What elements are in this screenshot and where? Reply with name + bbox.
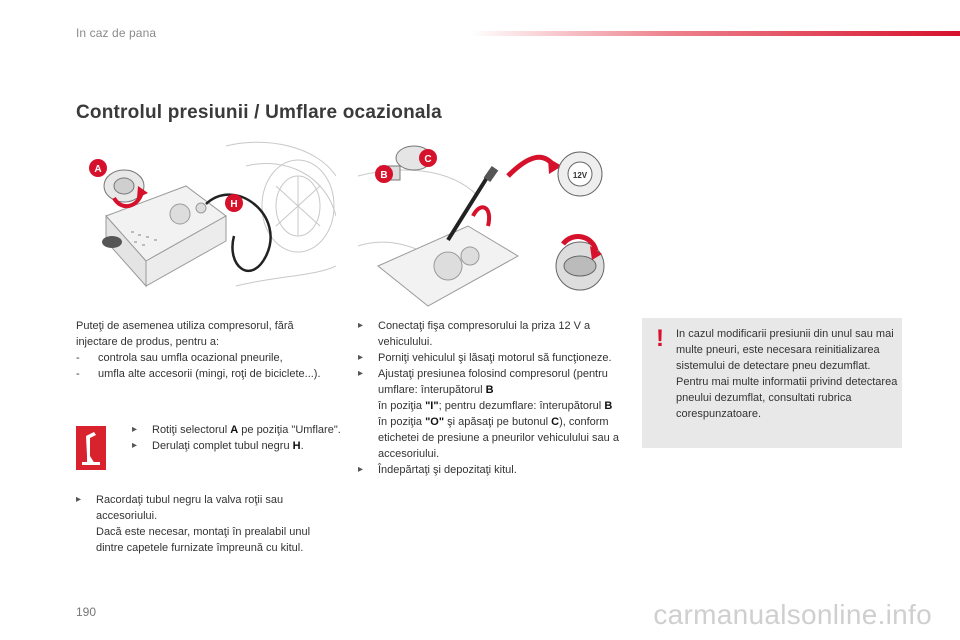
step1-text-end: pe poziţia "Umflare".	[238, 424, 341, 436]
dash-marker: -	[76, 352, 80, 364]
intro-list-item	[76, 350, 334, 366]
intro-text	[76, 318, 334, 382]
key-b: B	[604, 400, 613, 412]
connect-step-line2: Dacă este necesar, montaţi în prealabil unul dintre capetele furnizate împreună cu kitul.	[96, 526, 311, 554]
middle-steps	[358, 318, 620, 478]
text-fragment: în poziţia	[378, 400, 426, 412]
note-text	[676, 326, 898, 422]
step-item	[358, 366, 620, 462]
page-title: Controlul presiunii / Umflare ocazionala	[76, 102, 442, 123]
watermark: carmanualsonline.info	[653, 599, 932, 630]
arrow-bullet-icon: ▸	[358, 352, 364, 363]
compressor-illustration-left	[76, 136, 336, 310]
text-fragment: şi apăsaţi pe butonul	[444, 416, 552, 428]
steps-box	[132, 422, 342, 454]
arrow-bullet-icon: ▸	[358, 464, 364, 475]
label-a: A	[94, 164, 102, 175]
key-c: C	[551, 416, 560, 428]
step-adjust-pressure	[378, 366, 620, 462]
arrow-bullet-icon: ▸	[132, 424, 138, 435]
key-i: "I"	[425, 400, 439, 412]
intro-lead: Puteţi de asemenea utiliza compresorul, fără injectare de produs, pentru a:	[76, 320, 294, 348]
step-item	[358, 350, 620, 366]
key-b: B	[485, 384, 494, 396]
warning-note	[642, 318, 902, 448]
step2-key: H	[292, 440, 301, 452]
step-connect-plug: Conectaţi fişa compresorului la priza 12 V a vehiculului.	[378, 320, 591, 348]
socket-label: 12V	[572, 171, 588, 180]
intro-item-text: umfla alte accesorii (mingi, roţi de biciclete...).	[98, 368, 321, 380]
compressor-illustration-right	[358, 136, 620, 310]
intro-list-item	[76, 366, 334, 382]
arrow-bullet-icon: ▸	[358, 368, 364, 379]
page-number: 190	[76, 605, 97, 619]
step-start-vehicle: Porniţi vehiculul şi lăsaţi motorul să funcţioneze.	[378, 352, 612, 364]
text-fragment: Ajustaţi presiunea folosind compresorul (pentru umflare: înterupătorul	[378, 368, 608, 396]
step-item	[358, 462, 620, 478]
intro-item-text: controla sau umfla ocazional pneurile,	[98, 352, 283, 364]
step-remove-kit: Îndepărtaţi şi depozitaţi kitul.	[378, 464, 517, 476]
header-accent-line	[470, 31, 960, 36]
label-c: C	[424, 154, 432, 165]
note-text-2: Pentru mai multe informatii privind detectarea pneului dezumflat, consultati rubrica corespunzatoare.	[676, 376, 898, 420]
step1-text: Rotiţi selectorul	[152, 424, 231, 436]
step-item	[132, 422, 342, 438]
warning-icon: !	[656, 325, 664, 352]
connect-step	[76, 492, 338, 556]
step2-text: Derulaţi complet tubul negru	[152, 440, 293, 452]
dash-marker: -	[76, 368, 80, 380]
key-o: "O"	[425, 416, 445, 428]
text-fragment: în poziţia	[378, 416, 426, 428]
arrow-bullet-icon: ▸	[358, 320, 364, 331]
step-item	[132, 438, 342, 454]
step-item	[358, 318, 620, 350]
text-fragment: ; pentru dezumflare: înterupătorul	[438, 400, 605, 412]
step2-text-end: .	[300, 440, 304, 452]
section-header: In caz de pana	[76, 26, 157, 40]
step1-key: A	[230, 424, 239, 436]
label-b: B	[380, 170, 388, 181]
arrow-bullet-icon: ▸	[132, 440, 138, 451]
arrow-bullet-icon: ▸	[76, 494, 82, 505]
inflation-kit-icon	[76, 426, 106, 470]
connect-step-line1: Racordaţi tubul negru la valva roţii sau accesoriului.	[96, 494, 284, 522]
text-fragment: ), conform etichetei de presiune a pneurilor vehiculului sau a accesoriului.	[378, 416, 619, 460]
step-item	[76, 492, 338, 556]
note-text-1: In cazul modificarii presiunii din unul sau mai multe pneuri, este necesara reinitializarea sistemului de detectare pneu dezumflat.	[676, 328, 894, 372]
label-h: H	[230, 199, 238, 210]
